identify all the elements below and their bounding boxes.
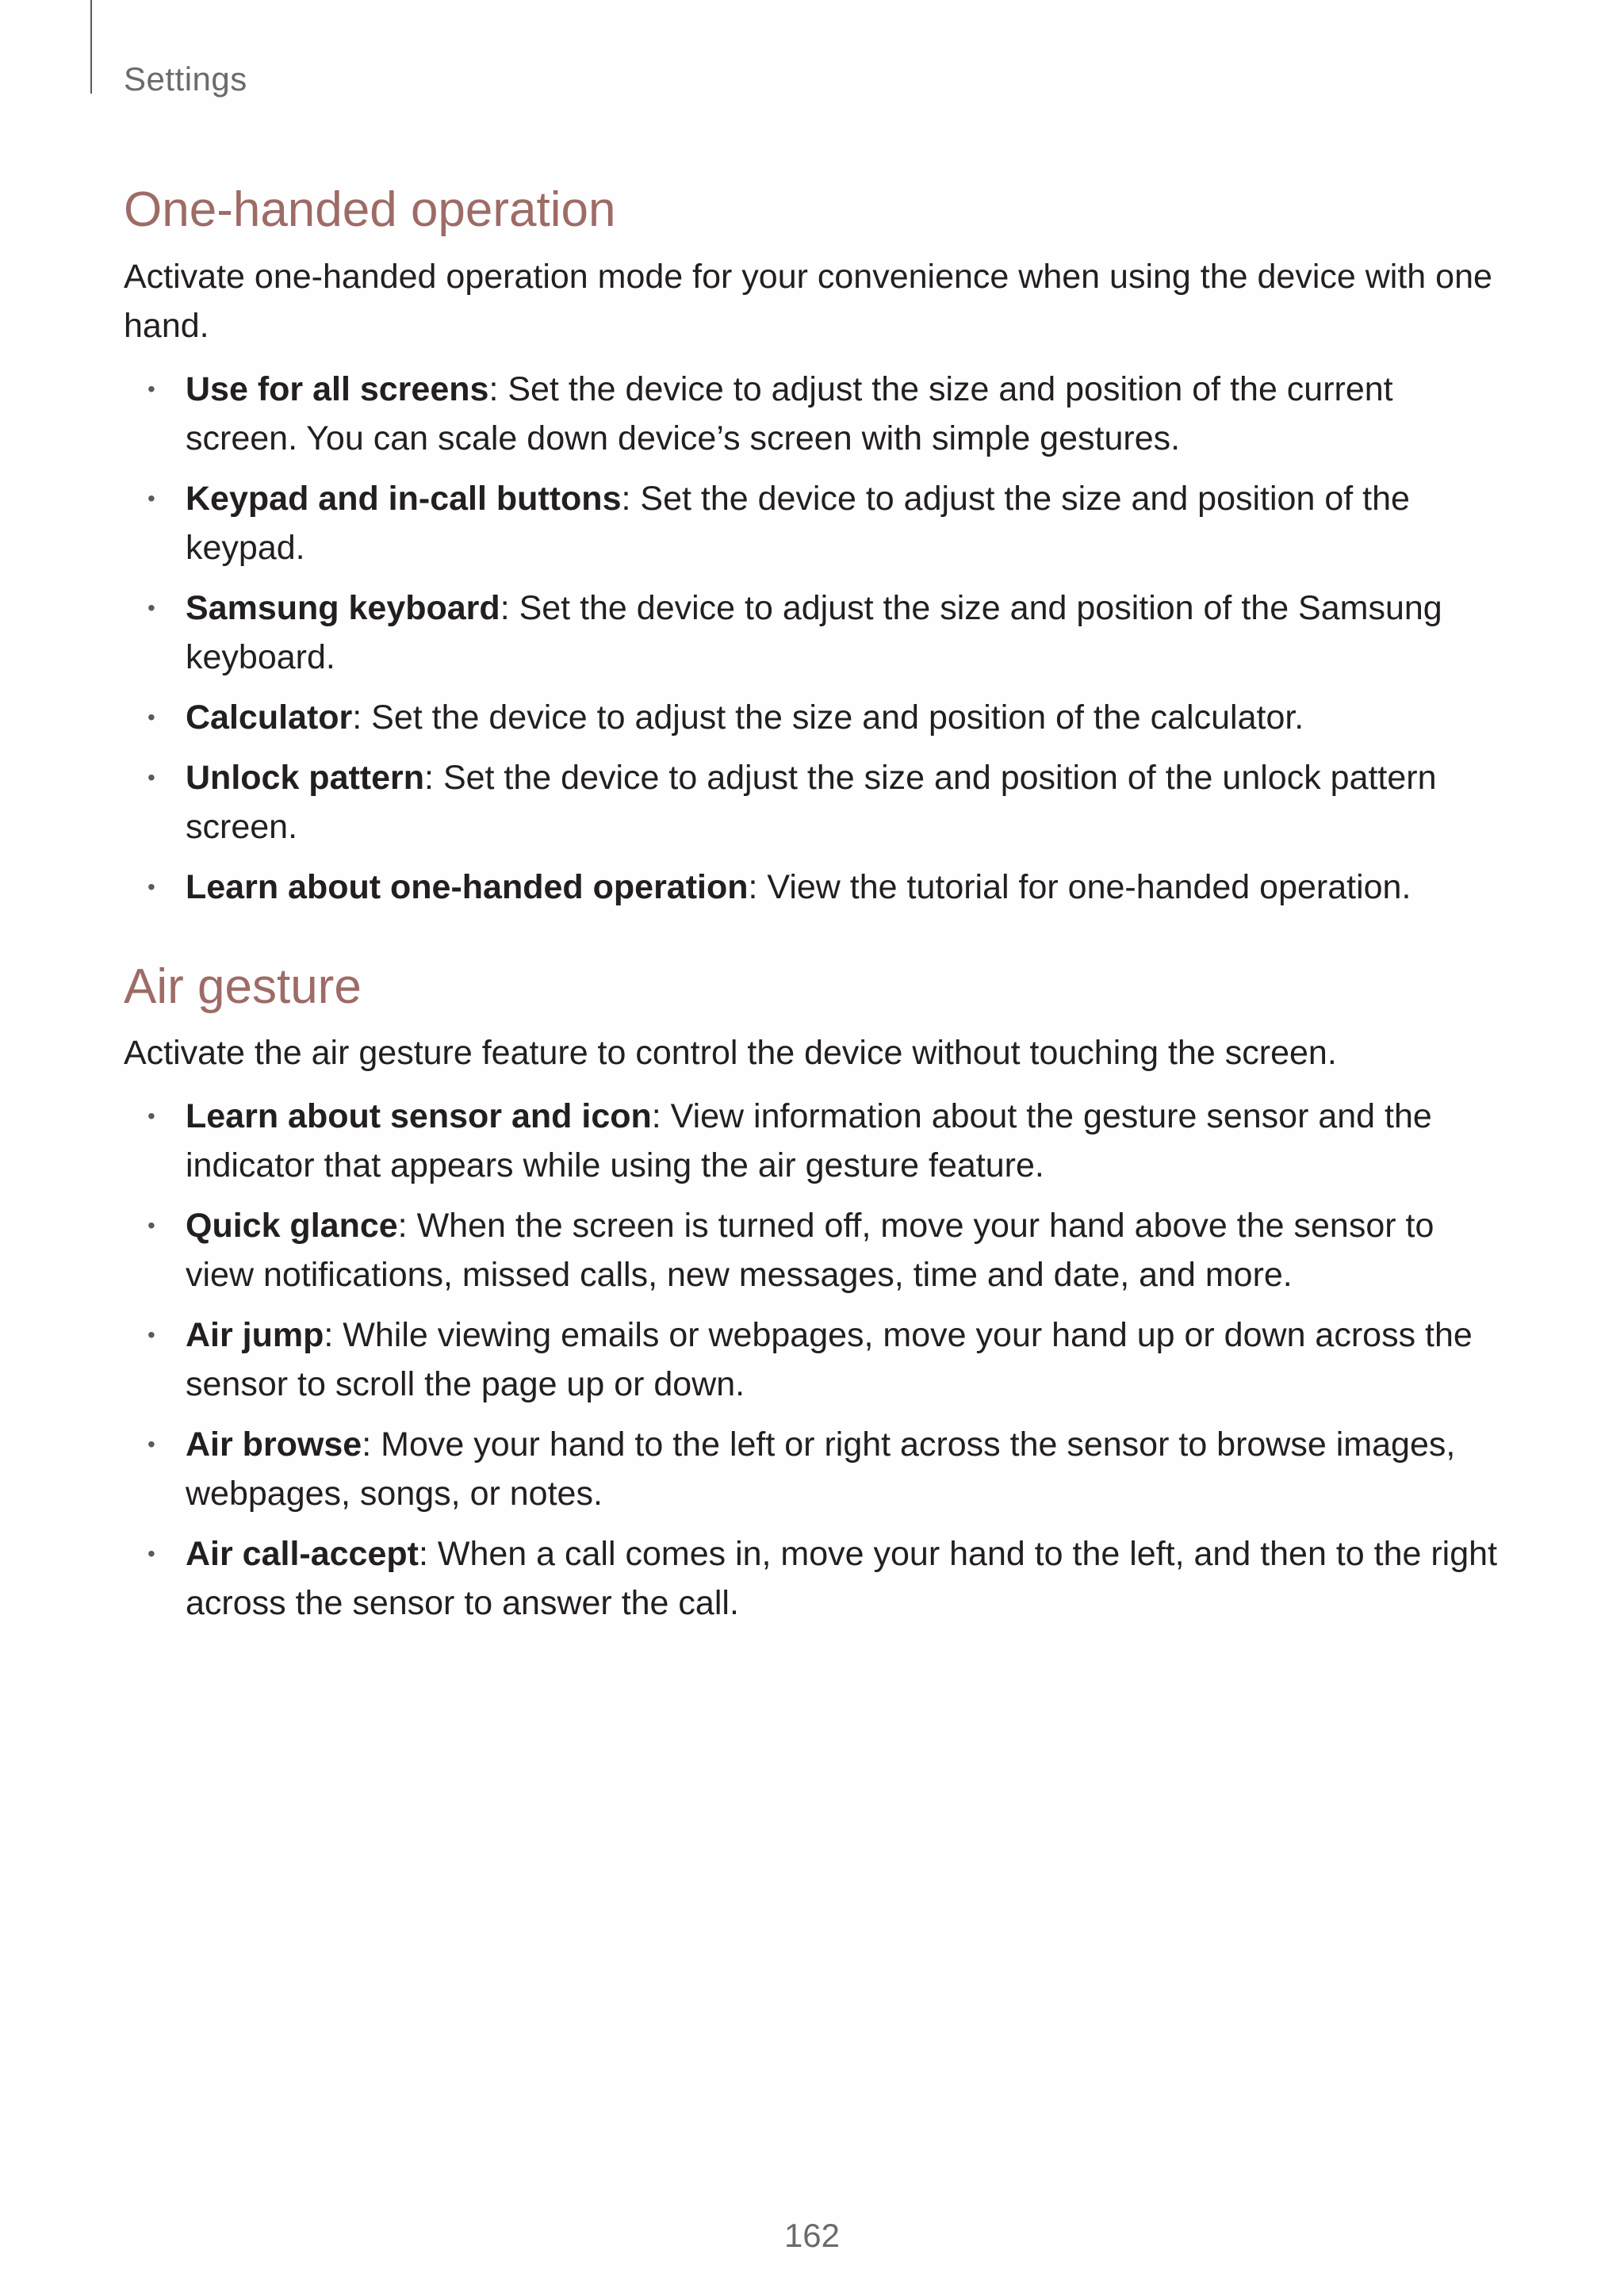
list-item xyxy=(124,1201,1503,1299)
running-header: Settings xyxy=(124,60,247,98)
page-number: 162 xyxy=(783,2217,841,2254)
item-description: : While viewing emails or webpages, move your hand up or down across the sensor to scroll the page up or down. xyxy=(186,1316,1473,1403)
bullet-icon: • xyxy=(147,1541,155,1566)
item-term: Air browse xyxy=(186,1425,362,1464)
list-item xyxy=(124,365,1503,463)
section-one-handed-operation xyxy=(124,179,1503,912)
item-term: Learn about one-handed operation xyxy=(186,867,749,906)
bullet-icon: • xyxy=(147,595,155,620)
header-rule xyxy=(90,0,92,94)
list-item xyxy=(124,863,1503,912)
list-item xyxy=(124,474,1503,572)
item-description: : Move your hand to the left or right across the sensor to browse images, webpages, songs, or notes. xyxy=(186,1425,1456,1513)
bullet-icon: • xyxy=(147,704,155,729)
item-term: Quick glance xyxy=(186,1207,398,1245)
item-description: : Set the device to adjust the size and position of the keypad. xyxy=(186,479,1410,567)
item-term: Air jump xyxy=(186,1316,324,1354)
item-term: Keypad and in-call buttons xyxy=(186,479,622,518)
bullet-icon: • xyxy=(147,764,155,790)
item-description: : View the tutorial for one-handed operation. xyxy=(748,867,1411,906)
bullet-icon: • xyxy=(147,1213,155,1238)
item-term: Calculator xyxy=(186,698,353,737)
item-description: : Set the device to adjust the size and position of the current screen. You can scale down device’s screen with simple gestures. xyxy=(186,369,1393,457)
item-description: : When the screen is turned off, move your hand above the sensor to view notifications, missed calls, new messages, time and date, and more. xyxy=(186,1207,1434,1294)
option-list xyxy=(124,1092,1503,1628)
bullet-icon: • xyxy=(147,874,155,899)
list-item xyxy=(124,1311,1503,1409)
page-content xyxy=(124,179,1503,1639)
item-term: Samsung keyboard xyxy=(186,588,500,627)
section-title: One-handed operation xyxy=(124,182,616,237)
item-description: : Set the device to adjust the size and position of the unlock pattern screen. xyxy=(186,758,1437,846)
list-item xyxy=(124,1529,1503,1628)
bullet-icon: • xyxy=(147,485,155,511)
item-description: : View information about the gesture sensor and the indicator that appears while using the air gesture feature. xyxy=(186,1097,1432,1184)
list-item xyxy=(124,1092,1503,1190)
bullet-icon: • xyxy=(147,1432,155,1456)
option-list xyxy=(124,365,1503,912)
bullet-icon: • xyxy=(147,376,155,401)
item-description: : Set the device to adjust the size and position of the calculator. xyxy=(352,698,1304,737)
item-term: Air call-accept xyxy=(186,1535,419,1573)
list-item xyxy=(124,1420,1503,1518)
bullet-icon: • xyxy=(147,1104,155,1128)
list-item xyxy=(124,584,1503,682)
section-title: Air gesture xyxy=(124,959,362,1014)
list-item xyxy=(124,693,1503,742)
item-term: Use for all screens xyxy=(186,369,489,408)
list-item xyxy=(124,753,1503,851)
item-term: Unlock pattern xyxy=(186,758,425,797)
item-description: : Set the device to adjust the size and position of the Samsung keyboard. xyxy=(186,588,1442,676)
section-intro: Activate one-handed operation mode for your convenience when using the device with one hand. xyxy=(124,257,1492,345)
item-description: : When a call comes in, move your hand to the left, and then to the right across the sensor to answer the call. xyxy=(186,1535,1498,1622)
section-air-gesture xyxy=(124,956,1503,1628)
bullet-icon: • xyxy=(147,1322,155,1347)
item-term: Learn about sensor and icon xyxy=(186,1097,652,1135)
section-intro: Activate the air gesture feature to control the device without touching the screen. xyxy=(124,1034,1337,1072)
